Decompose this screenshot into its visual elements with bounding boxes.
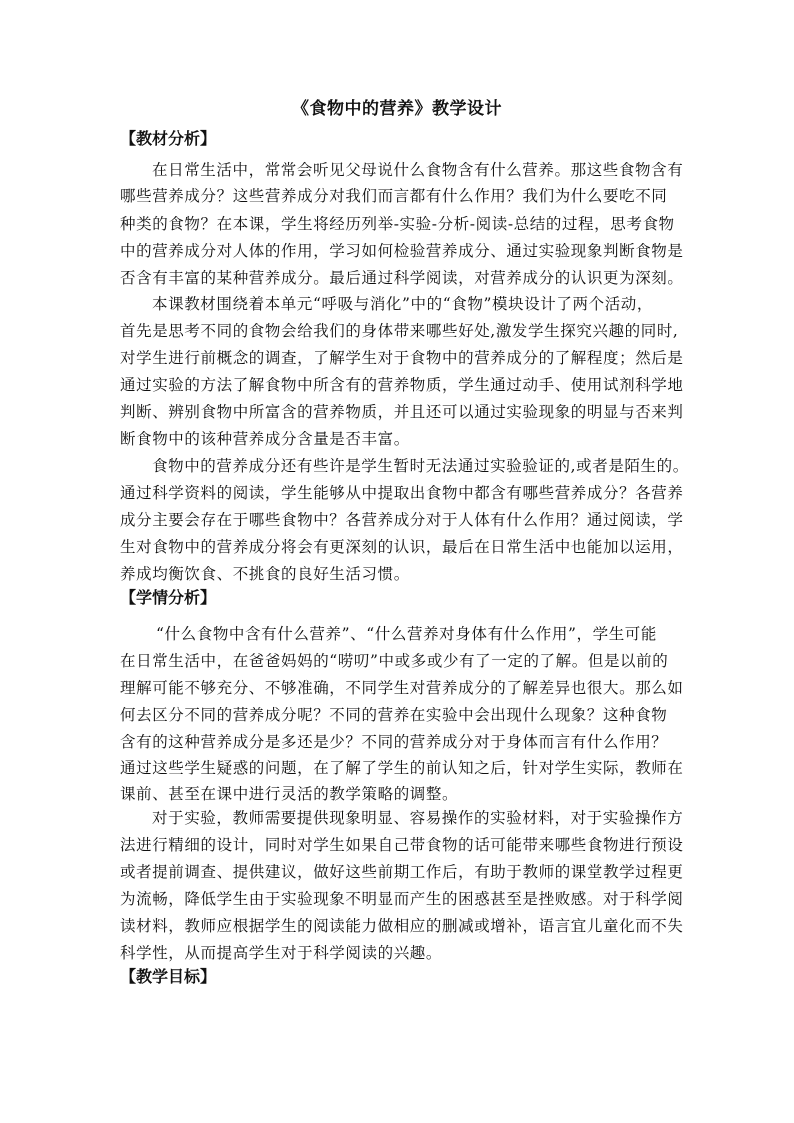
- paragraph-line: 成分主要会存在于哪些食物中？各营养成分对于人体有什么作用？通过阅读，学: [120, 511, 684, 529]
- section-heading-learner-analysis: 【学情分析】: [120, 588, 217, 607]
- paragraph-line: 对于实验，教师需要提供现象明显、容易操作的实验材料，对于实验操作方: [152, 809, 684, 827]
- paragraph-line: 生对食物中的营养成分将会有更深刻的认识，最后在日常生活中也能加以运用，: [120, 538, 684, 556]
- paragraph-line: 本课教材围绕着本单元“呼吸与消化”中的“食物”模块设计了两个活动，: [152, 295, 653, 313]
- section-heading-textbook-analysis: 【教材分析】: [120, 129, 217, 148]
- paragraph-line: 对学生进行前概念的调查，了解学生对于食物中的营养成分的了解程度；然后是: [120, 349, 684, 367]
- paragraph-line: 法进行精细的设计，同时对学生如果自己带食物的话可能带来哪些食物进行预设: [120, 836, 684, 854]
- paragraph-line: 理解可能不够充分、不够准确，不同学生对营养成分的了解差异也很大。那么如: [120, 679, 684, 697]
- paragraph-line: 通过这些学生疑惑的问题，在了解了学生的前认知之后，针对学生实际，教师在: [120, 759, 684, 777]
- paragraph-line: 否含有丰富的某种营养成分。最后通过科学阅读，对营养成分的认识更为深刻。: [120, 269, 684, 287]
- paragraph-line: 中的营养成分对人体的作用，学习如何检验营养成分、通过实验现象判断食物是: [120, 242, 684, 260]
- paragraph-line: 食物中的营养成分还有些许是学生暂时无法通过实验验证的,或者是陌生的。: [152, 457, 689, 475]
- paragraph-line: 或者提前调查、提供建议，做好这些前期工作后，有助于教师的课堂教学过程更: [120, 863, 684, 881]
- paragraph-line: 判断、辨别食物中所富含的营养物质，并且还可以通过实验现象的明显与否来判: [120, 403, 684, 421]
- paragraph-line: 养成均衡饮食、不挑食的良好生活习惯。: [120, 565, 410, 583]
- paragraph-line: 通过实验的方法了解食物中所含有的营养物质，学生通过动手、使用试剂科学地: [120, 376, 684, 394]
- section-heading-teaching-goals: 【教学目标】: [120, 967, 217, 986]
- paragraph-line: 科学性，从而提高学生对于科学阅读的兴趣。: [120, 944, 443, 962]
- paragraph-line: 哪些营养成分？这些营养成分对我们而言都有什么作用？我们为什么要吃不同: [120, 187, 668, 205]
- paragraph-line: 为流畅，降低学生由于实验现象不明显而产生的困惑甚至是挫败感。对于科学阅: [120, 890, 684, 908]
- paragraph-line: 课前、甚至在课中进行灵活的教学策略的调整。: [120, 785, 459, 803]
- paragraph-line: 首先是思考不同的食物会给我们的身体带来哪些好处,激发学生探究兴趣的同时,: [120, 322, 679, 340]
- paragraph-line: 在日常生活中，在爸爸妈妈的“唠叨”中或多或少有了一定的了解。但是以前的: [120, 652, 669, 670]
- paragraph-line: 读材料，教师应根据学生的阅读能力做相应的删减或增补，语言宜儿童化而不失: [120, 917, 684, 935]
- paragraph-line: “什么食物中含有什么营养”、“什么营养对身体有什么作用”，学生可能: [156, 625, 657, 643]
- paragraph-line: 通过科学资料的阅读，学生能够从中提取出食物中都含有哪些营养成分？各营养: [120, 484, 684, 502]
- paragraph-line: 在日常生活中，常常会听见父母说什么食物含有什么营养。那这些食物含有: [152, 161, 684, 179]
- paragraph-line: 含有的这种营养成分是多还是少？不同的营养成分对于身体而言有什么作用？: [120, 733, 668, 751]
- paragraph-line: 断食物中的该种营养成分含量是否丰富。: [120, 430, 410, 448]
- paragraph-line: 种类的食物？在本课，学生将经历列举-实验-分析-阅读-总结的过程，思考食物: [120, 215, 675, 233]
- document-title: 《食物中的营养》教学设计: [292, 99, 502, 119]
- paragraph-line: 何去区分不同的营养成分呢？不同的营养在实验中会出现什么现象？这种食物: [120, 706, 668, 724]
